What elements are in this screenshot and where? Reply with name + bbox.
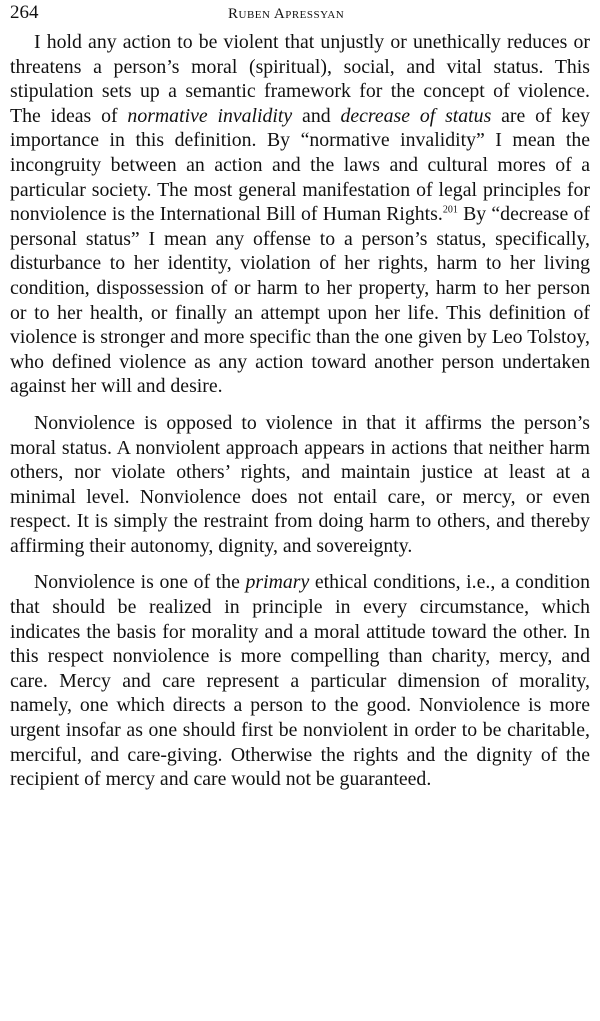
p3-emphasis-primary: primary — [245, 571, 310, 594]
p1-text-a: I hold any action to be violent that unjustly or unethically reduces or threatens a person’s moral (spiritual), social, and vital status. This stipulation sets up a semantic framework for the concept of violence. The ideas of — [10, 31, 590, 127]
running-head: Ruben Apressyan — [228, 6, 345, 22]
p1-text-b: and — [292, 104, 341, 127]
p1-emphasis-decrease-of-status: decrease of status — [340, 104, 492, 127]
paragraph-nonviolence-opposed — [10, 411, 590, 559]
page-header — [10, 0, 590, 30]
paragraph-nonviolence-primary — [10, 570, 590, 791]
p1-text-d: By “decrease of personal status” I mean any offense to a person’s status, specifically, disturbance to her identity, violation of her rights, harm to her living condition, dispossession of or harm to her property, harm to her person or to her health, or finally an attempt upon her life. This definition of violence is stronger and more specific than the one given by Leo Tolstoy, who defined violence as any action toward another person undertaken against her will and desire. — [10, 203, 590, 398]
p2-text: Nonviolence is opposed to violence in that it affirms the person’s moral status. A nonviolent approach appears in actions that neither harm others, nor violate others’ rights, and maintain justice at least at a minimal level. Nonviolence does not entail care, or mercy, or even respect. It is simply the restraint from doing harm to others, and thereby affirming their autonomy, dignity, and sovereignty. — [10, 411, 590, 557]
p3-text-b: ethical conditions, i.e., a condition that should be realized in principle in every circumstance, which indicates the basis for morality and a moral attitude toward the other. In this respect nonviolence is more compelling than charity, mercy, and care. Mercy and care represent a particular dimension of morality, namely, one which directs a person to the good. Nonviolence is more urgent insofar as one should first be nonviolent in order to be charitable, merciful, and care-giving. Otherwise the rights and the dignity of the recipient of mercy and care would not be guaranteed. — [10, 571, 590, 791]
p1-text-c: are of key importance in this definition. By “normative invalidity” I mean the incongruity between an action and the laws and cultural mores of a particular society. The most general manifestation of legal principles for nonviolence is the International Bill of Human Rights. — [10, 104, 590, 226]
page-number: 264 — [10, 2, 39, 23]
p1-emphasis-normative-invalidity: normative invalidity — [127, 104, 293, 127]
footnote-marker: 201 — [442, 204, 458, 216]
paragraph-violence-definition — [10, 30, 590, 399]
p3-text-a: Nonviolence is one of the — [34, 571, 246, 594]
